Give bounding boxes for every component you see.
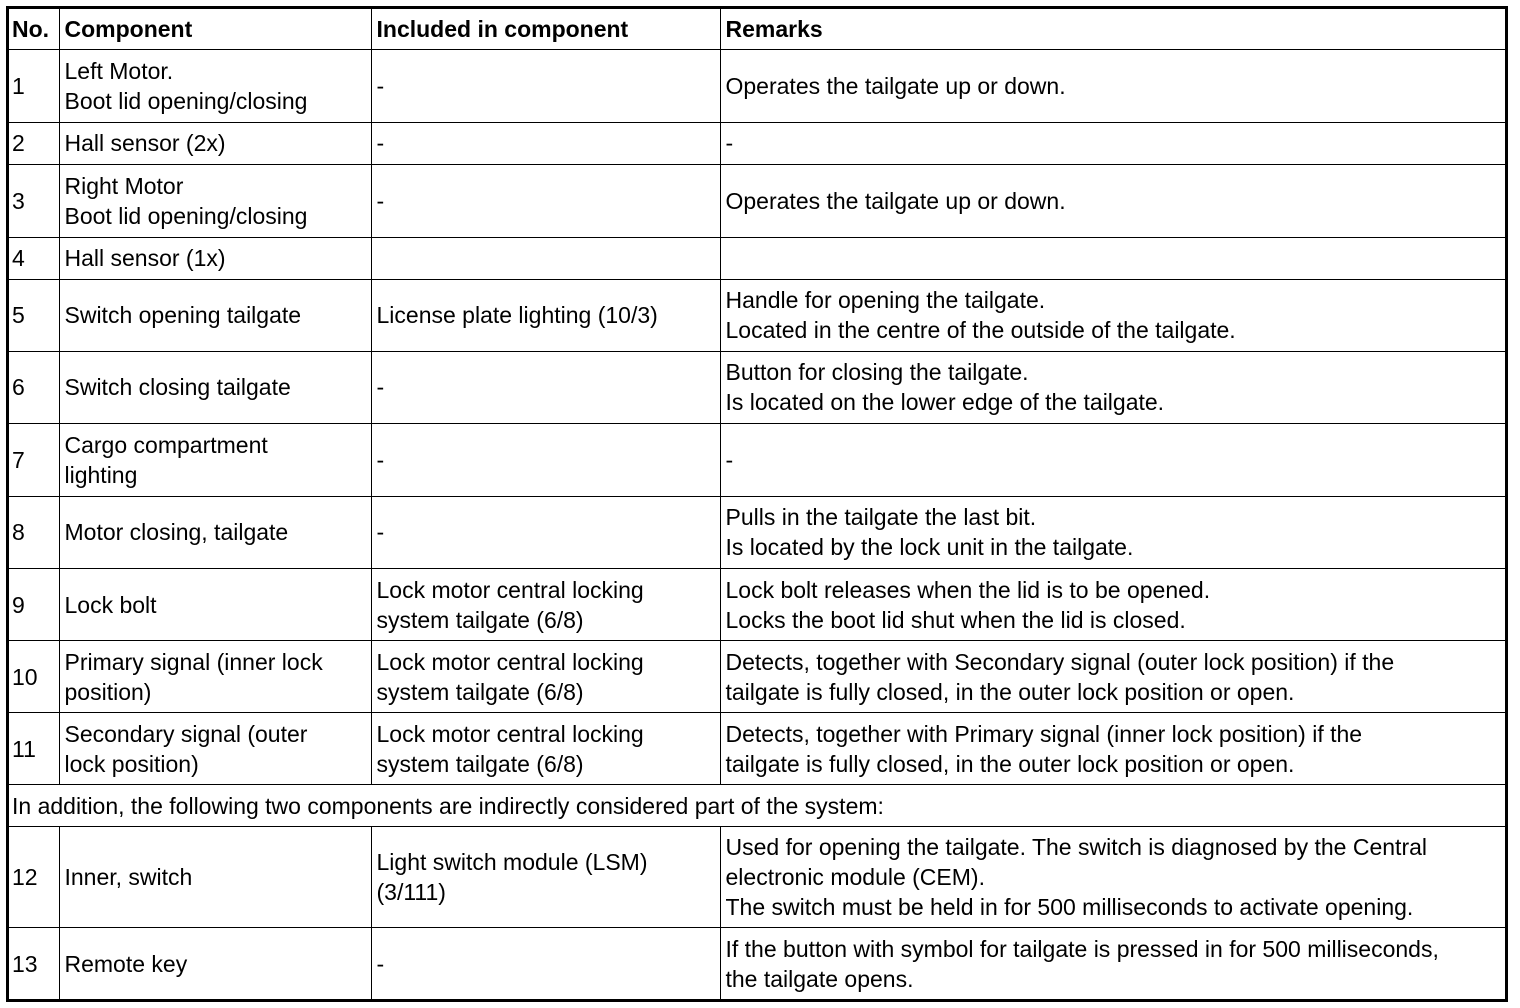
included-cell-line: License plate lighting (10/3) <box>376 302 658 329</box>
remarks-cell-line: electronic module (CEM). <box>725 864 985 891</box>
remarks-cell-line: tailgate is fully closed, in the outer lock position or open. <box>725 750 1295 777</box>
remarks-cell <box>720 496 1505 568</box>
header-remarks: Remarks <box>720 9 1505 49</box>
header-row <box>9 9 1505 49</box>
row-number: 9 <box>9 568 59 640</box>
component-cell-line: Boot lid opening/closing <box>64 202 308 229</box>
component-cell <box>59 122 371 164</box>
row-number: 6 <box>9 351 59 423</box>
included-cell <box>371 827 720 928</box>
remarks-cell-line: Operates the tailgate up or down. <box>725 72 1066 99</box>
table-row <box>9 827 1505 928</box>
row-number: 7 <box>9 423 59 496</box>
remarks-cell-line: Is located by the lock unit in the tailgate. <box>725 534 1134 561</box>
component-cell-line: Boot lid opening/closing <box>64 87 308 114</box>
component-cell <box>59 423 371 496</box>
included-cell <box>371 49 720 122</box>
remarks-cell-line: Detects, together with Primary signal (inner lock position) if the <box>725 720 1363 747</box>
row-number: 3 <box>9 164 59 237</box>
included-cell-line: system tailgate (6/8) <box>376 678 584 705</box>
remarks-cell-line: Is located on the lower edge of the tailgate. <box>725 389 1165 416</box>
header-no: No. <box>9 9 59 49</box>
component-cell <box>59 237 371 279</box>
remarks-cell-line: Pulls in the tailgate the last bit. <box>725 504 1037 531</box>
included-cell-line: Lock motor central locking <box>376 720 644 747</box>
component-cell <box>59 713 371 785</box>
remarks-cell-line: Handle for opening the tailgate. <box>725 287 1046 314</box>
table-row <box>9 164 1505 237</box>
note-text: In addition, the following two components are indirectly considered part of the system: <box>9 785 1505 827</box>
row-number: 4 <box>9 237 59 279</box>
component-cell <box>59 827 371 928</box>
component-cell <box>59 279 371 351</box>
components-table-frame <box>6 6 1508 1002</box>
remarks-cell-line: If the button with symbol for tailgate is pressed in for 500 milliseconds, <box>725 935 1439 962</box>
included-cell <box>371 641 720 713</box>
remarks-cell-line: the tailgate opens. <box>725 965 914 992</box>
included-cell-line: - <box>376 72 385 99</box>
component-cell-line: position) <box>64 678 152 705</box>
included-cell-line: Light switch module (LSM) <box>376 849 648 876</box>
remarks-cell <box>720 237 1505 279</box>
component-cell-line: Hall sensor (1x) <box>64 245 226 272</box>
component-cell <box>59 928 371 999</box>
component-cell <box>59 164 371 237</box>
remarks-cell <box>720 279 1505 351</box>
component-cell <box>59 49 371 122</box>
remarks-cell <box>720 928 1505 999</box>
included-cell-line: - <box>376 519 385 546</box>
included-cell-line: Lock motor central locking <box>376 648 644 675</box>
remarks-cell <box>720 568 1505 640</box>
included-cell-line: - <box>376 446 385 473</box>
component-cell-line: Right Motor <box>64 172 184 199</box>
included-cell-line: - <box>376 130 385 157</box>
included-cell-line: - <box>376 374 385 401</box>
included-cell <box>371 122 720 164</box>
table-row <box>9 713 1505 785</box>
table-row <box>9 122 1505 164</box>
component-cell-line: Primary signal (inner lock <box>64 648 323 675</box>
table-row <box>9 279 1505 351</box>
component-cell <box>59 641 371 713</box>
row-number: 10 <box>9 641 59 713</box>
table-row <box>9 423 1505 496</box>
component-cell-line: Switch opening tailgate <box>64 302 302 329</box>
remarks-cell-line: Detects, together with Secondary signal (outer lock position) if the <box>725 648 1395 675</box>
row-number: 1 <box>9 49 59 122</box>
remarks-cell-line: - <box>725 446 734 473</box>
remarks-cell <box>720 164 1505 237</box>
row-number: 5 <box>9 279 59 351</box>
included-cell-line: system tailgate (6/8) <box>376 606 584 633</box>
components-table <box>9 9 1505 999</box>
remarks-cell <box>720 423 1505 496</box>
remarks-cell <box>720 49 1505 122</box>
component-cell <box>59 568 371 640</box>
included-cell-line: Lock motor central locking <box>376 576 644 603</box>
component-cell-line: Hall sensor (2x) <box>64 130 226 157</box>
included-cell-line: - <box>376 187 385 214</box>
remarks-cell <box>720 122 1505 164</box>
included-cell <box>371 423 720 496</box>
component-cell-line: Cargo compartment <box>64 431 268 458</box>
remarks-cell <box>720 641 1505 713</box>
remarks-cell <box>720 351 1505 423</box>
header-included: Included in component <box>371 9 720 49</box>
component-cell-line: lighting <box>64 461 138 488</box>
row-number: 8 <box>9 496 59 568</box>
table-row <box>9 49 1505 122</box>
remarks-cell-line: Button for closing the tailgate. <box>725 359 1029 386</box>
note-row <box>9 785 1505 827</box>
remarks-cell-line: The switch must be held in for 500 milliseconds to activate opening. <box>725 894 1414 921</box>
remarks-cell-line: Locks the boot lid shut when the lid is closed. <box>725 606 1186 633</box>
remarks-cell-line: Located in the centre of the outside of the tailgate. <box>725 317 1236 344</box>
included-cell <box>371 713 720 785</box>
component-cell-line: Motor closing, tailgate <box>64 519 289 546</box>
row-number: 13 <box>9 928 59 999</box>
component-cell-line: Left Motor. <box>64 57 174 84</box>
included-cell-line: (3/111) <box>376 879 446 906</box>
table-row <box>9 568 1505 640</box>
row-number: 11 <box>9 713 59 785</box>
remarks-cell-line: Lock bolt releases when the lid is to be opened. <box>725 576 1211 603</box>
component-cell-line: Switch closing tailgate <box>64 374 291 401</box>
table-row <box>9 496 1505 568</box>
remarks-cell-line: - <box>725 130 734 157</box>
included-cell <box>371 279 720 351</box>
table-row <box>9 641 1505 713</box>
component-cell-line: Remote key <box>64 950 188 977</box>
component-cell-line: Secondary signal (outer <box>64 720 308 747</box>
component-cell <box>59 496 371 568</box>
included-cell <box>371 928 720 999</box>
table-row <box>9 351 1505 423</box>
component-cell <box>59 351 371 423</box>
included-cell <box>371 237 720 279</box>
row-number: 12 <box>9 827 59 928</box>
included-cell <box>371 351 720 423</box>
component-cell-line: Inner, switch <box>64 864 193 891</box>
included-cell-line: system tailgate (6/8) <box>376 750 584 777</box>
table-row <box>9 237 1505 279</box>
table-row <box>9 928 1505 999</box>
remarks-cell-line: Used for opening the tailgate. The switch is diagnosed by the Central <box>725 834 1427 861</box>
included-cell <box>371 568 720 640</box>
included-cell-line: - <box>376 950 385 977</box>
included-cell <box>371 164 720 237</box>
remarks-cell-line: Operates the tailgate up or down. <box>725 187 1066 214</box>
remarks-cell-line: tailgate is fully closed, in the outer lock position or open. <box>725 678 1295 705</box>
remarks-cell <box>720 713 1505 785</box>
component-cell-line: lock position) <box>64 750 199 777</box>
header-component: Component <box>59 9 371 49</box>
remarks-cell <box>720 827 1505 928</box>
row-number: 2 <box>9 122 59 164</box>
component-cell-line: Lock bolt <box>64 591 157 618</box>
included-cell <box>371 496 720 568</box>
